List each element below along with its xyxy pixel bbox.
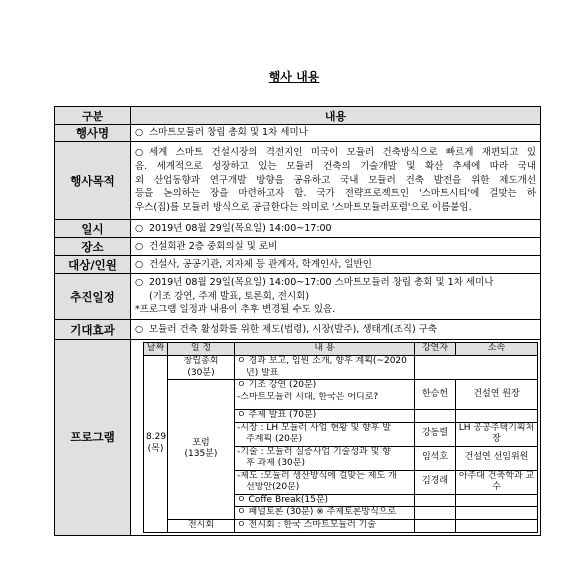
program-header-date: 날짜 xyxy=(144,343,168,356)
topic3-content xyxy=(235,470,415,494)
content-line: 선방안(20분) xyxy=(246,482,300,492)
speaker-cell: 임석호 xyxy=(415,446,456,470)
session-name: 포럼 xyxy=(192,437,210,448)
row-label-venue: 장소 xyxy=(55,238,131,256)
bullet-icon: ○ xyxy=(135,240,144,252)
row-label-program: 프로그램 xyxy=(55,340,131,536)
date-text: 2019년 08월 29일(목요일) 14:00~17:00 xyxy=(149,222,332,234)
content-line: 후 과제 (30분) xyxy=(246,458,305,468)
program-header-speaker: 강연자 xyxy=(415,343,456,356)
program-day: (목) xyxy=(147,443,164,454)
program-row xyxy=(144,356,538,380)
program-row xyxy=(144,380,538,410)
program-header-schedule: 일 정 xyxy=(168,343,235,356)
header-content: 내용 xyxy=(131,107,541,125)
row-date xyxy=(55,220,541,238)
content-line: ㅇ 전시회 : 한국 스마트모듈러 기술 xyxy=(237,519,377,530)
content-line: 년) 발표 xyxy=(246,367,279,378)
program-date: 8.29 xyxy=(146,432,167,443)
effect-text: 모듈러 건축 활성화를 위한 제도(법령), 시장(발주), 생태계(조직) 구축 xyxy=(149,323,438,335)
purpose-line: 음. 세계적으로 성장하고 있는 모듈러 건축의 기술개발 및 확산 추세에 따라 국내 xyxy=(135,160,536,172)
content-line: ㅇ 경과 보고, 임원 소개, 향후 계획(~2020 xyxy=(237,356,407,366)
schedule-note: *프로그램 일정과 내용이 추후 변경될 수도 있음. xyxy=(135,304,336,316)
audience-text: 건설사, 공공기관, 지자체 등 관계자, 학계인사, 일반인 xyxy=(149,258,372,270)
empty-cell xyxy=(456,519,538,532)
session-duration: (135분) xyxy=(184,449,218,460)
empty-cell xyxy=(456,410,538,423)
empty-cell xyxy=(415,519,456,532)
program-table xyxy=(143,342,538,533)
purpose-line: 등을 논의하는 장을 마련하고자 함. 국가 전략프로젝트인 '스마트시티'에 걸맞는 하 xyxy=(135,188,536,200)
speaker-cell: 강동렬 xyxy=(415,422,456,446)
content-line: ㅇ 기조 강연 (20분) xyxy=(237,380,317,390)
row-program xyxy=(55,340,541,536)
date-cell xyxy=(131,220,541,238)
bullet-icon: ○ xyxy=(135,127,144,139)
row-schedule xyxy=(55,274,541,320)
bullet-icon: ○ xyxy=(135,323,144,335)
row-purpose xyxy=(55,142,541,220)
event-table xyxy=(54,106,541,536)
empty-cell xyxy=(415,410,456,423)
header-category: 구분 xyxy=(55,107,131,125)
row-effect xyxy=(55,320,541,340)
content-line: 주계획 (20분) xyxy=(246,434,303,444)
purpose-line: 세계 스마트 건설시장의 격전지인 미국이 모듈러 건축방식으로 빠르게 재편되고 있 xyxy=(149,147,536,159)
empty-cell xyxy=(415,507,456,520)
speaker-cell: 한승헌 xyxy=(415,380,456,410)
content-line: -스마트모듈러 시대, 한국은 어디로? xyxy=(237,391,379,402)
affiliation-cell: 아주대 건축학과 교수 xyxy=(456,470,538,494)
empty-cell xyxy=(456,494,538,507)
bullet-icon: ○ xyxy=(135,222,144,234)
table-header-row xyxy=(55,107,541,125)
row-event-name xyxy=(55,125,541,142)
exhibition-content xyxy=(235,519,415,532)
program-row xyxy=(144,519,538,532)
session-forum xyxy=(168,380,235,520)
session-duration: (30분) xyxy=(187,367,215,378)
purpose-cell xyxy=(131,142,541,220)
program-header-content: 내 용 xyxy=(235,343,415,356)
general-meeting-content xyxy=(235,356,415,380)
row-audience xyxy=(55,256,541,274)
program-header-row xyxy=(144,343,538,356)
schedule-line: (기조 강연, 주제 발표, 토론회, 전시회) xyxy=(149,290,310,302)
program-date-cell xyxy=(144,356,168,533)
topic2-content xyxy=(235,446,415,470)
session-exhibition: 전시회 xyxy=(168,519,235,532)
affiliation-cell: LH 공공주택기획처장 xyxy=(456,422,538,446)
venue-cell xyxy=(131,238,541,256)
content-line: -제도 :모듈러 생산방식에 걸맞는 제도 개 xyxy=(237,470,397,481)
empty-cell xyxy=(456,507,538,520)
topic-title-content xyxy=(235,410,415,423)
row-label-effect: 기대효과 xyxy=(55,320,131,340)
affiliation-cell: 건설연 선임위원 xyxy=(456,446,538,470)
venue-text: 건설회관 2층 중회의실 및 로비 xyxy=(149,240,278,252)
topic1-content xyxy=(235,422,415,446)
session-name: 창립총회 xyxy=(183,356,219,366)
program-cell xyxy=(131,340,541,536)
page-title: 행사 내용 xyxy=(268,70,320,84)
row-label-event-name: 행사명 xyxy=(55,125,131,142)
content-line: ㅇ 주제 발표 (70분) xyxy=(237,410,317,420)
bullet-icon: ○ xyxy=(135,147,144,159)
speaker-cell: 김경래 xyxy=(415,470,456,494)
purpose-line: 우스(집)를 모듈러 방식으로 공급한다는 의미로 '스마트모듈러포럼'으로 이름붙임. xyxy=(135,202,472,214)
program-header-affiliation: 소속 xyxy=(456,343,538,356)
row-venue xyxy=(55,238,541,256)
effect-cell xyxy=(131,320,541,340)
empty-cell xyxy=(415,356,538,380)
affiliation-cell: 건설연 원장 xyxy=(456,380,538,410)
bullet-icon: ○ xyxy=(135,276,144,288)
keynote-content xyxy=(235,380,415,410)
schedule-cell xyxy=(131,274,541,320)
bullet-icon: ○ xyxy=(135,258,144,270)
content-line: -기술 : 모듈러 실증사업 기술성과 및 향 xyxy=(237,446,391,457)
content-line: ㅇ Coffe Break(15분) xyxy=(237,494,329,505)
panel-content xyxy=(235,507,415,520)
empty-cell xyxy=(415,494,456,507)
row-label-purpose: 행사목적 xyxy=(55,142,131,220)
purpose-line: 외 산업동향과 연구개발 방향을 공유하고 국내 모듈러 건축 발전을 위한 제도개선 xyxy=(135,174,536,186)
row-label-schedule: 추진일정 xyxy=(55,274,131,320)
audience-cell xyxy=(131,256,541,274)
session-general-meeting xyxy=(168,356,235,380)
event-name-cell xyxy=(131,125,541,142)
schedule-line: 2019년 08월 29일(목요일) 14:00~17:00 스마트모듈러 창립 총회 및 1차 세미나 xyxy=(149,276,494,288)
content-line: ㅇ 패널토론 (30분) ※ 주제토론방식으로 xyxy=(237,507,397,517)
break-content xyxy=(235,494,415,507)
event-name-text: 스마트모듈러 창립 총회 및 1차 세미나 xyxy=(149,127,308,139)
content-line: -시장 : LH 모듈러 사업 현황 및 향후 발 xyxy=(237,422,391,433)
row-label-audience: 대상/인원 xyxy=(55,256,131,274)
row-label-date: 일시 xyxy=(55,220,131,238)
